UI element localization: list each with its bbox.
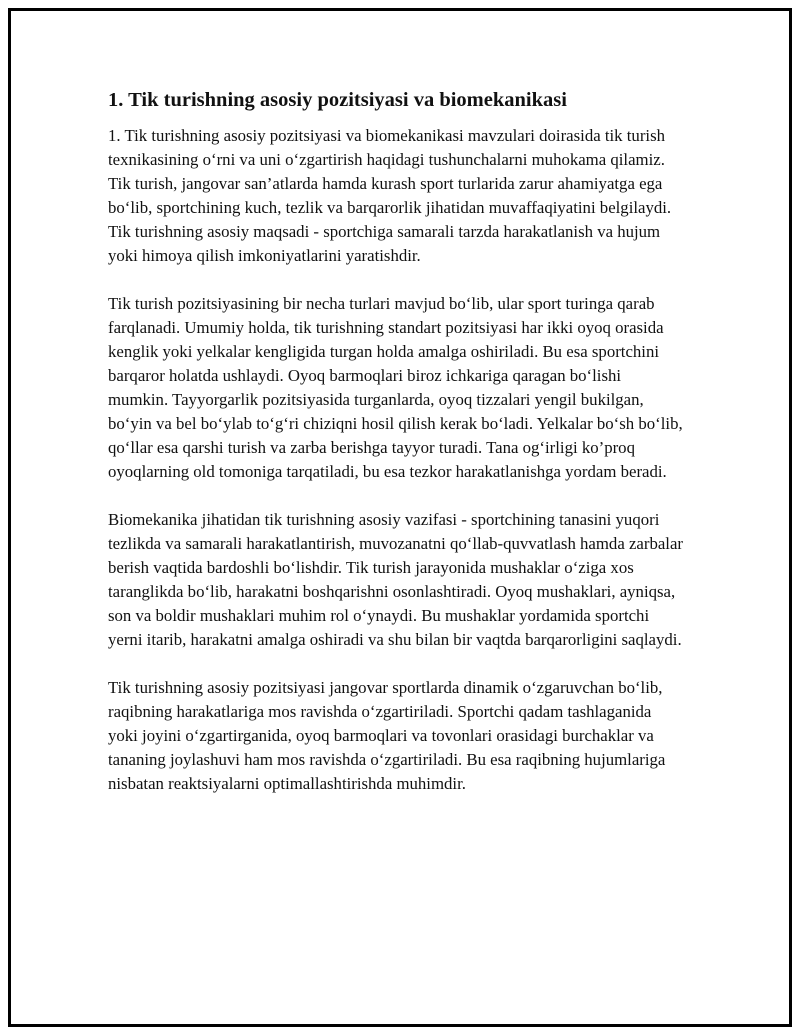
- paragraph-2: Tik turish pozitsiyasining bir necha turlari mavjud bo‘lib, ular sport turinga qarab farqlanadi. Umumiy holda, tik turishning standart pozitsiyasi har ikki oyoq orasida kenglik yoki yelkalar kengligida turgan holda amalga oshiriladi. Bu esa sportchini barqaror holatda ushlaydi. Oyoq barmoqlari biroz ichkariga qaragan bo‘lishi mumkin. Tayyorgarlik pozitsiyasida turganlarda, oyoq tizzalari yengil bukilgan, bo‘yin va bel bo‘ylab to‘g‘ri chiziqni hosil qilish kerak bo‘ladi. Yelkalar bo‘sh bo‘lib, qo‘llar esa qarshi turish va zarba berishga tayyor turadi. Tana og‘irligi ko’proq oyoqlarning old tomoniga tarqatiladi, bu esa tezkor harakatlanishga yordam beradi.: [108, 294, 683, 481]
- paragraph-4: Tik turishning asosiy pozitsiyasi jangovar sportlarda dinamik o‘zgaruvchan bo‘lib, raqibning harakatlariga mos ravishda o‘zgartiriladi. Sportchi qadam tashlaganida yoki joyini o‘zgartirganida, oyoq barmoqlari va tovonlari orasidagi burchaklar va tananing joylashuvi ham mos ravishda o‘zgartiriladi. Bu esa raqibning hujumlariga nisbatan reaktsiyalarni optimallashtirishda muhimdir.: [108, 678, 666, 793]
- section-title: 1. Tik turishning asosiy pozitsiyasi va biomekanikasi: [108, 89, 567, 111]
- paragraph-1: 1. Tik turishning asosiy pozitsiyasi va biomekanikasi mavzulari doirasida tik turish texnikasining o‘rni va uni o‘zgartirish haqidagi tushunchalarni muhokama qilamiz. Tik turish, jangovar san’atlarda hamda kurash sport turlarida zarur ahamiyatga ega bo‘lib, sportchining kuch, tezlik va barqarorlik jihatidan muvaffaqiyatini belgilaydi. Tik turishning asosiy maqsadi - sportchiga samarali tarzda harakatlanish va hujum yoki himoya qilish imkoniyatlarini yaratishdir.: [108, 126, 672, 265]
- paragraph-3: Biomekanika jihatidan tik turishning asosiy vazifasi - sportchining tanasini yuqori tezlikda va samarali harakatlantirish, muvozanatni qo‘llab-quvvatlash hamda zarbalar berish vaqtida bardoshli bo‘lishdir. Tik turish jarayonida mushaklar o‘ziga xos taranglikda bo‘lib, harakatni boshqarishni osonlashtiradi. Oyoq mushaklari, ayniqsa, son va boldir mushaklari muhim rol o‘ynaydi. Bu mushaklar yordamida sportchi yerni itarib, harakatni amalga oshiradi va shu bilan bir vaqtda barqarorligini saqlaydi.: [108, 510, 683, 649]
- document-body: [108, 86, 684, 820]
